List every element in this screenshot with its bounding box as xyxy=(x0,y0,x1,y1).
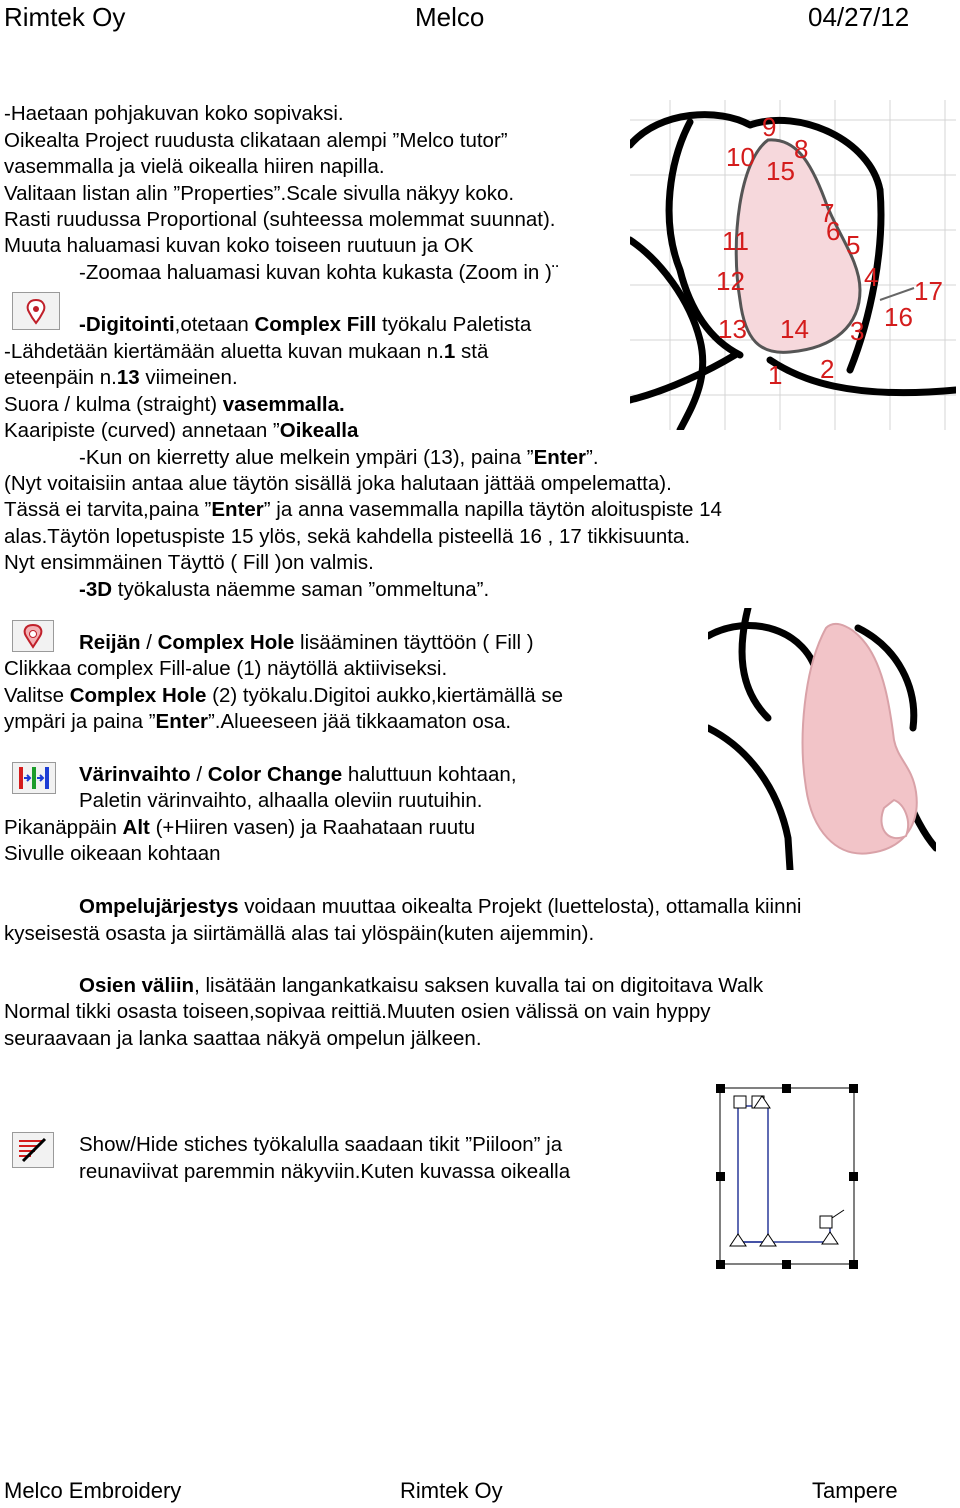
point-label: 8 xyxy=(794,134,809,164)
outline-nodes-figure xyxy=(712,1082,862,1272)
text-line: Ompelujärjestys voidaan muuttaa oikealta Projekt (luettelosta), ottamalla kiinni xyxy=(79,895,802,918)
digitizing-figure xyxy=(630,100,956,430)
complex-hole-tool-icon xyxy=(12,620,54,652)
point-label: 5 xyxy=(846,230,861,260)
color-change-tool-icon xyxy=(12,762,56,794)
footer-left: Melco Embroidery xyxy=(4,1478,182,1503)
point-label: 7 xyxy=(820,198,835,228)
point-label: 3 xyxy=(850,316,865,346)
text-line: Osien väliin, lisätään langankatkaisu saksen kuvalla tai on digitoitava Walk xyxy=(79,974,764,997)
text-line: kyseisestä osasta ja siirtämällä alas tai ylöspäin(kuten aijemmin). xyxy=(4,922,595,945)
header-title: Melco xyxy=(415,2,485,32)
footer-center: Rimtek Oy xyxy=(400,1478,503,1503)
text-line: Tässä ei tarvita,paina ”Enter” ja anna vasemmalla napilla täytön aloituspiste 14 xyxy=(4,498,722,521)
text-line: reunaviivat paremmin näkyviin.Kuten kuvassa oikealla xyxy=(79,1160,571,1183)
text-line: Suora / kulma (straight) vasemmalla. xyxy=(4,393,345,416)
point-label: 9 xyxy=(762,112,777,142)
text-line: -Kun on kierretty alue melkein ympäri (13), paina ”Enter”. xyxy=(79,446,599,469)
text-line: Normal tikki osasta toiseen,sopivaa reittiä.Muuten osien välissä on vain hyppy xyxy=(4,1000,711,1023)
text-line: vasemmalla ja vielä oikealla hiiren napilla. xyxy=(4,155,385,178)
embroidered-petal-figure xyxy=(708,608,936,870)
point-label: 15 xyxy=(766,156,795,186)
point-label: 17 xyxy=(914,276,943,306)
text-line: Sivulle oikeaan kohtaan xyxy=(4,842,221,865)
point-label: 11 xyxy=(722,226,749,256)
footer-right: Tampere xyxy=(812,1478,898,1503)
text-line: seuraavaan ja lanka saattaa näkyä ompelun jälkeen. xyxy=(4,1027,482,1050)
text-line: Värinvaihto / Color Change haluttuun kohtaan, xyxy=(79,763,517,786)
text-line: Valitse Complex Hole (2) työkalu.Digitoi aukko,kiertämällä se xyxy=(4,684,564,707)
complex-fill-tool-icon xyxy=(12,292,60,330)
point-label: 6 xyxy=(826,216,841,246)
text-line: -Haetaan pohjakuvan koko sopivaksi. xyxy=(4,102,344,125)
text-line: eteenpäin n.13 viimeinen. xyxy=(4,366,238,389)
text-line: Clikkaa complex Fill-alue (1) näytöllä aktiiviseksi. xyxy=(4,657,448,680)
text-line: -3D työkalusta näemme saman ”ommeltuna”. xyxy=(79,578,490,601)
header-company: Rimtek Oy xyxy=(4,2,126,32)
point-label: 10 xyxy=(726,142,755,172)
point-label: 4 xyxy=(864,262,879,292)
text-line: -Digitointi,otetaan Complex Fill työkalu Paletista xyxy=(79,313,532,336)
show-hide-stitches-tool-icon xyxy=(12,1132,54,1168)
point-label: 16 xyxy=(884,302,913,332)
text-line: -Zoomaa haluamasi kuvan kohta kukasta (Zoom in )¨ xyxy=(79,261,559,284)
text-line: Pikanäppäin Alt (+Hiiren vasen) ja Raahataan ruutu xyxy=(4,816,476,839)
point-label: 13 xyxy=(718,314,747,344)
text-line: ympäri ja paina ”Enter”.Alueeseen jää tikkaamaton osa. xyxy=(4,710,512,733)
text-line: (Nyt voitaisiin antaa alue täytön sisällä joka halutaan jättää ompelematta). xyxy=(4,472,672,495)
text-line: alas.Täytön lopetuspiste 15 ylös, sekä kahdella pisteellä 16 , 17 tikkisuunta. xyxy=(4,525,691,548)
text-line: Reijän / Complex Hole lisääminen täyttöön ( Fill ) xyxy=(79,631,534,654)
text-line: Paletin värinvaihto, alhaalla oleviin ruutuihin. xyxy=(79,789,483,812)
text-line: Valitaan listan alin ”Properties”.Scale sivulla näkyy koko. xyxy=(4,182,515,205)
point-label: 2 xyxy=(820,354,835,384)
header-date: 04/27/12 xyxy=(808,2,910,32)
text-line: -Lähdetään kiertämään aluetta kuvan mukaan n.1 stä xyxy=(4,340,489,363)
text-line: Show/Hide stiches työkalulla saadaan tikit ”Piiloon” ja xyxy=(79,1133,563,1156)
point-label: 1 xyxy=(768,360,783,390)
text-line: Oikealta Project ruudusta clikataan alempi ”Melco tutor” xyxy=(4,129,508,152)
point-label: 14 xyxy=(780,314,809,344)
text-line: Kaaripiste (curved) annetaan ”Oikealla xyxy=(4,419,359,442)
text-line: Nyt ensimmäinen Täyttö ( Fill )on valmis. xyxy=(4,551,374,574)
text-line: Muuta haluamasi kuvan koko toiseen ruutuun ja OK xyxy=(4,234,474,257)
text-line: Rasti ruudussa Proportional (suhteessa molemmat suunnat). xyxy=(4,208,556,231)
point-label: 12 xyxy=(716,266,745,296)
